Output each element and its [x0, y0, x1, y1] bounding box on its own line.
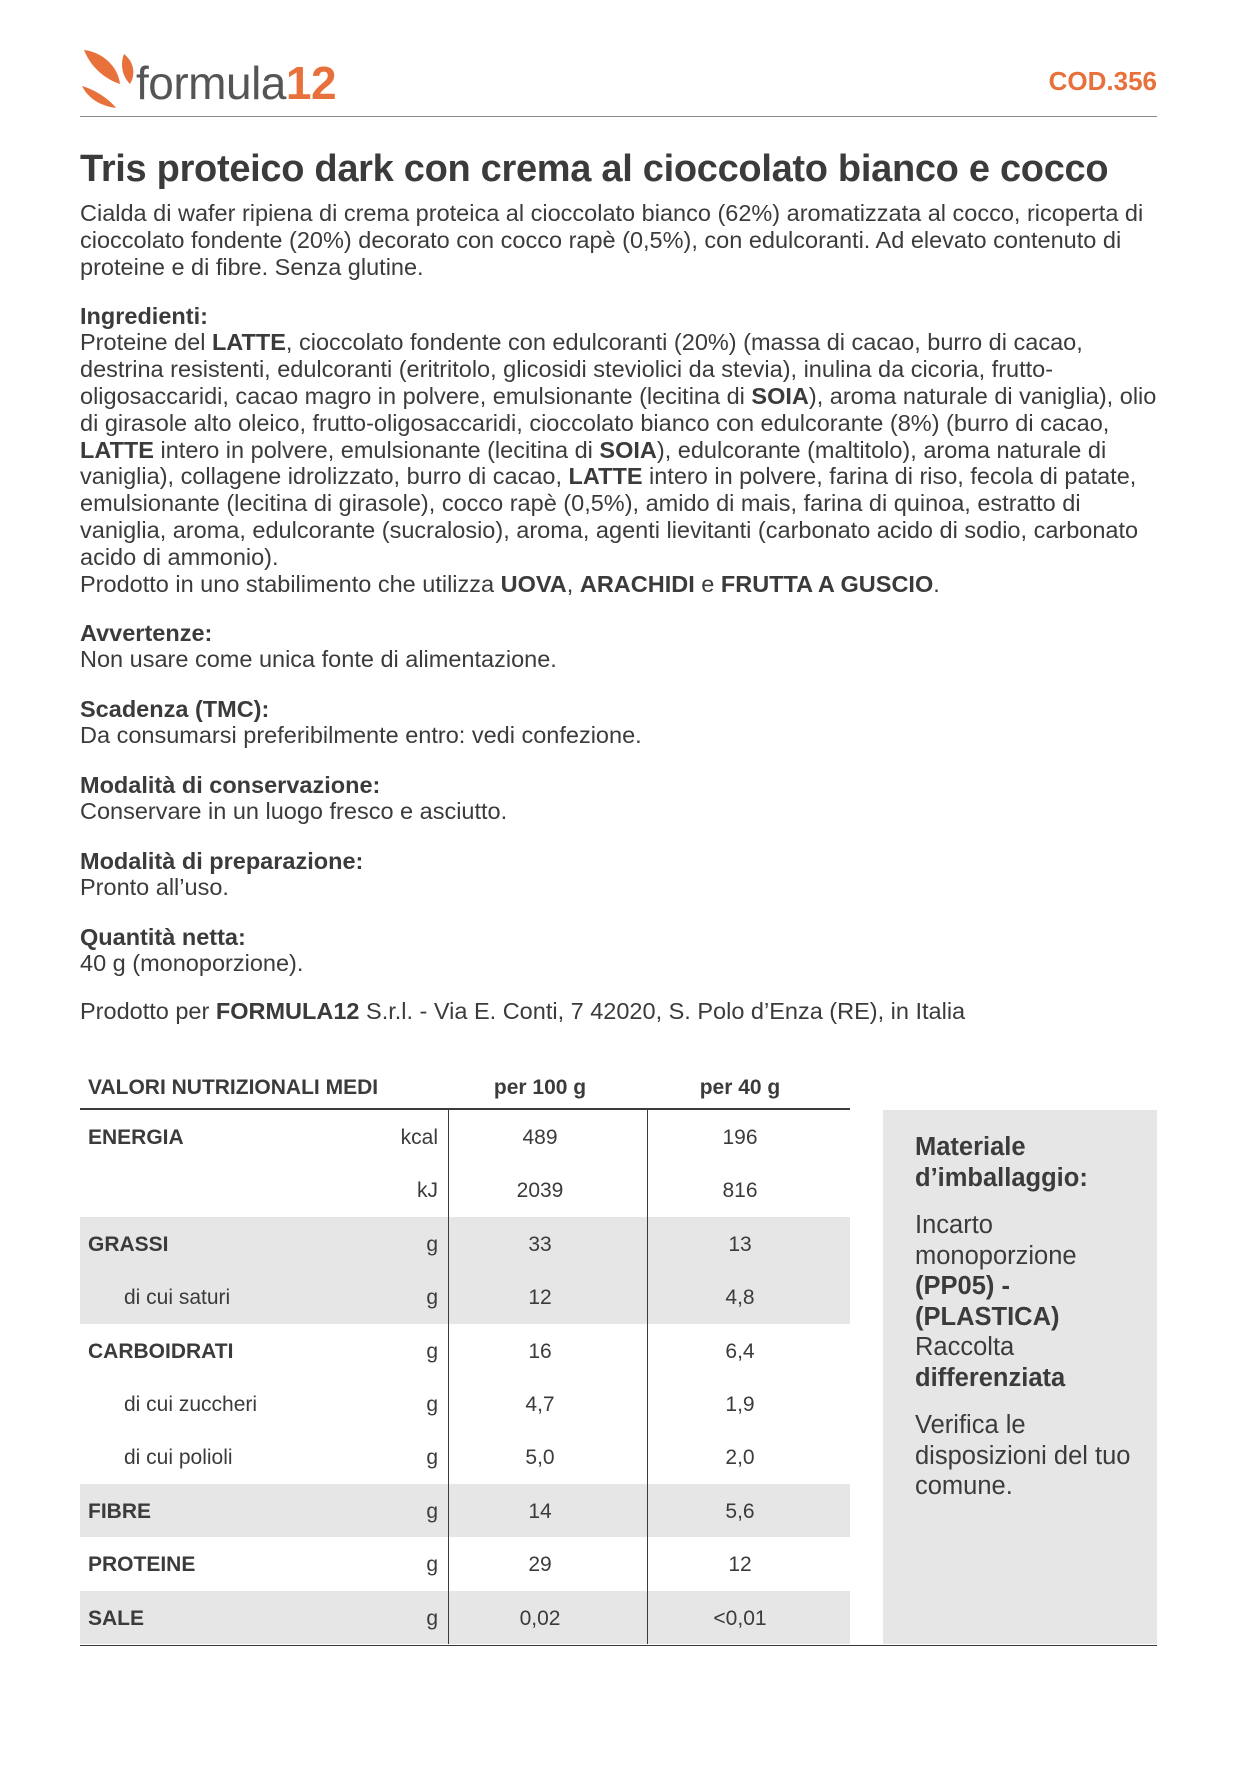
nutrition-row [80, 1324, 850, 1377]
value-per40: 12 [728, 1553, 752, 1577]
nutrition-row [80, 1110, 850, 1163]
nutrient-name: PROTEINE [88, 1553, 196, 1577]
packaging-title: Materiale d’imballaggio: [915, 1133, 1088, 1192]
leaf-logo-icon [80, 46, 140, 110]
producer-line: Prodotto per FORMULA12 S.r.l. - Via E. Conti, 7 42020, S. Polo d’Enza (RE), in Italia [80, 998, 966, 1025]
value-per100: 5,0 [525, 1446, 555, 1470]
ingredients-text: Proteine del LATTE, cioccolato fondente con edulcoranti (20%) (massa di cacao, burro di cacao, destrina resistenti, edulcoranti (eritritolo, glicosidi steviolici da stevia), inulina da cicoria, frutto-oligosaccaridi, cacao magro in polvere, emulsionante (lecitina di SOIA), aroma naturale di vaniglia), olio di girasole alto oleico, frutto-oligosaccaridi, cioccolato bianco con edulcorante (8%) (burro di cacao, LATTE intero in polvere, emulsionante (lecitina di SOIA), edulcorante (maltitolo), aroma naturale di vaniglia), collagene idrolizzato, burro di cacao, LATTE intero in polvere, farina di riso, fecola di patate, emulsionante (lecitina di girasole), cocco rapè (0,5%), amido di mais, farina di quinoa, estratto di vaniglia, aroma, edulcorante (sucralosio), aroma, agenti lievitanti (carbonato acido di sodio, carbonato acido di ammonio). [80, 329, 1157, 570]
nutrition-row [80, 1430, 850, 1483]
value-per100: 29 [528, 1553, 552, 1577]
storage-section [80, 773, 1157, 825]
packaging-line4: differenziata [915, 1363, 1066, 1392]
value-per40: 2,0 [725, 1446, 755, 1470]
preparation-text: Pronto all’uso. [80, 873, 229, 900]
nutrient-unit: kJ [417, 1179, 438, 1203]
brand-wordmark: formula12 [136, 57, 337, 109]
quantity-section [80, 925, 1157, 977]
warnings-section [80, 621, 1157, 673]
packaging-line3: Raccolta [915, 1333, 1015, 1361]
value-per40: 1,9 [725, 1392, 755, 1416]
nutrient-unit: g [426, 1392, 438, 1416]
value-per100: 14 [528, 1499, 552, 1523]
nutrition-table [80, 1064, 850, 1644]
nutrition-header-label: VALORI NUTRIZIONALI MEDI [88, 1076, 379, 1099]
nutrition-header-per40: per 40 g [699, 1076, 781, 1099]
value-per40: 816 [722, 1179, 758, 1203]
nutrition-rows [80, 1108, 850, 1644]
storage-text: Conservare in un luogo fresco e asciutto. [80, 797, 508, 824]
nutrition-row [80, 1591, 850, 1644]
packaging-box [883, 1110, 1157, 1644]
nutrient-unit: g [426, 1339, 438, 1363]
quantity-title: Quantità netta: [80, 923, 246, 950]
value-per100: 33 [528, 1232, 552, 1256]
product-description [80, 150, 1157, 1025]
ingredients-title: Ingredienti: [80, 303, 208, 330]
nutrient-unit: g [426, 1286, 438, 1310]
value-per100: 12 [528, 1286, 552, 1310]
value-per40: 196 [722, 1126, 758, 1149]
column-divider [448, 1110, 449, 1644]
value-per100: 2039 [516, 1179, 564, 1203]
expiry-section [80, 697, 1157, 749]
header [80, 44, 1157, 116]
value-per100: 489 [522, 1126, 558, 1149]
nutrient-unit: g [426, 1553, 438, 1577]
storage-title: Modalità di conservazione: [80, 771, 381, 798]
nutrient-unit: g [426, 1446, 438, 1470]
nutrient-name: FIBRE [88, 1499, 151, 1523]
preparation-title: Modalità di preparazione: [80, 847, 364, 874]
value-per40: 5,6 [725, 1499, 755, 1523]
ingredients-section [80, 304, 1157, 597]
warnings-text: Non usare come unica fonte di alimentazione. [80, 646, 557, 673]
nutrient-unit: g [426, 1499, 438, 1523]
nutrition-header-per100: per 100 g [493, 1076, 587, 1099]
nutrition-row [80, 1537, 850, 1590]
value-per100: 4,7 [525, 1392, 555, 1416]
nutrition-header [80, 1064, 850, 1108]
packaging-verify: Verifica le disposizioni del tuo comune. [915, 1411, 1131, 1500]
nutrition-row [80, 1217, 850, 1270]
nutrition-row [80, 1163, 850, 1216]
nutrient-name: SALE [88, 1606, 145, 1630]
value-per40: 4,8 [725, 1286, 755, 1310]
nutrient-name: GRASSI [88, 1232, 169, 1256]
brand-logo [80, 44, 440, 110]
nutrition-row [80, 1270, 850, 1323]
product-intro: Cialda di wafer ripiena di crema proteica al cioccolato bianco (62%) aromatizzata al cocco, ricoperta di cioccolato fondente (20%) decorato con cocco rapè (0,5%), con edulcoranti. Ad elevato contenuto di proteine e di fibre. Senza glutine. [80, 200, 1144, 280]
value-per100: 0,02 [519, 1606, 561, 1630]
header-divider [80, 116, 1157, 117]
facility-allergens: Prodotto in uno stabilimento che utilizza UOVA, ARACHIDI e FRUTTA A GUSCIO. [80, 570, 940, 597]
value-per40: 6,4 [725, 1339, 755, 1363]
nutrient-unit: g [426, 1232, 438, 1256]
nutrient-name: di cui polioli [124, 1446, 233, 1470]
nutrient-unit: kcal [400, 1126, 438, 1149]
nutrient-name: ENERGIA [88, 1126, 184, 1149]
quantity-text: 40 g (monoporzione). [80, 949, 304, 976]
nutrient-name: di cui saturi [124, 1286, 231, 1310]
nutrition-row [80, 1377, 850, 1430]
packaging-info [915, 1210, 1145, 1393]
nutrient-name: CARBOIDRATI [88, 1339, 234, 1363]
packaging-code: (PP05) - (PLASTICA) [915, 1272, 1060, 1331]
product-code: COD.356 [1048, 66, 1157, 96]
value-per100: 16 [528, 1339, 552, 1363]
warnings-title: Avvertenze: [80, 620, 213, 647]
value-per40: <0,01 [713, 1606, 767, 1630]
expiry-text: Da consumarsi preferibilmente entro: vedi confezione. [80, 722, 642, 749]
nutrition-row [80, 1484, 850, 1537]
column-divider [647, 1110, 648, 1644]
value-per40: 13 [728, 1232, 752, 1256]
expiry-title: Scadenza (TMC): [80, 696, 270, 723]
packaging-line1: Incarto monoporzione [915, 1211, 1077, 1270]
nutrient-name: di cui zuccheri [124, 1392, 258, 1416]
nutrient-unit: g [426, 1606, 438, 1630]
table-bottom-rule [80, 1645, 1157, 1646]
product-title: Tris proteico dark con crema al cioccolato bianco e cocco [80, 148, 1109, 190]
preparation-section [80, 849, 1157, 901]
